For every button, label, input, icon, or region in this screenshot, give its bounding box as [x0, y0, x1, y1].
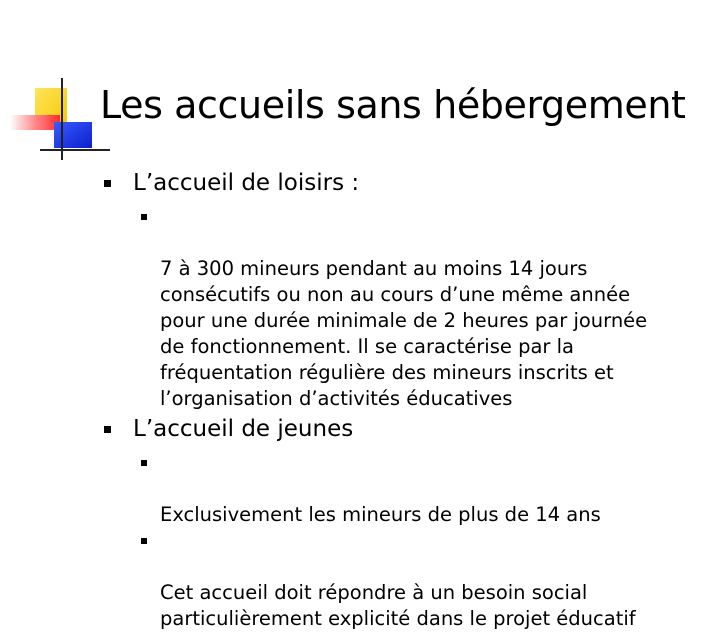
square-bullet-icon — [104, 180, 111, 187]
list-item-text: Exclusivement les mineurs de plus de 14 ans — [160, 503, 601, 526]
decorative-logo-icon — [0, 0, 110, 170]
square-bullet-icon — [141, 460, 147, 466]
list-item-text: Cet accueil doit répondre à un besoin social particulièrement explicité dans le projet éducatif — [160, 581, 636, 630]
section-heading-text: L’accueil de jeunes — [133, 416, 354, 442]
list-item — [138, 528, 710, 632]
square-bullet-icon — [141, 538, 147, 544]
list-item — [138, 204, 710, 412]
square-bullet-icon — [104, 426, 111, 433]
section-heading-text: L’accueil de loisirs : — [133, 170, 360, 196]
sub-list-accueil-jeunes — [138, 450, 710, 632]
slide-content — [100, 168, 710, 632]
logo-blue-square — [54, 122, 92, 148]
section-heading-accueil-jeunes — [100, 414, 710, 444]
list-item-text: 7 à 300 mineurs pendant au moins 14 jours consécutifs ou non au cours d’une même année pour une durée minimale de 2 heures par journée de fonctionnement. Il se caractérise par la fréquentation régulière des mineurs inscrits et l’organisation d’activités éducatives — [160, 257, 648, 410]
slide-title: Les accueils sans hébergement — [100, 83, 686, 127]
square-bullet-icon — [141, 214, 147, 220]
list-item — [138, 450, 710, 528]
logo-red-bar — [10, 115, 60, 130]
sub-list-accueil-loisirs — [138, 204, 710, 412]
section-heading-accueil-loisirs — [100, 168, 710, 198]
